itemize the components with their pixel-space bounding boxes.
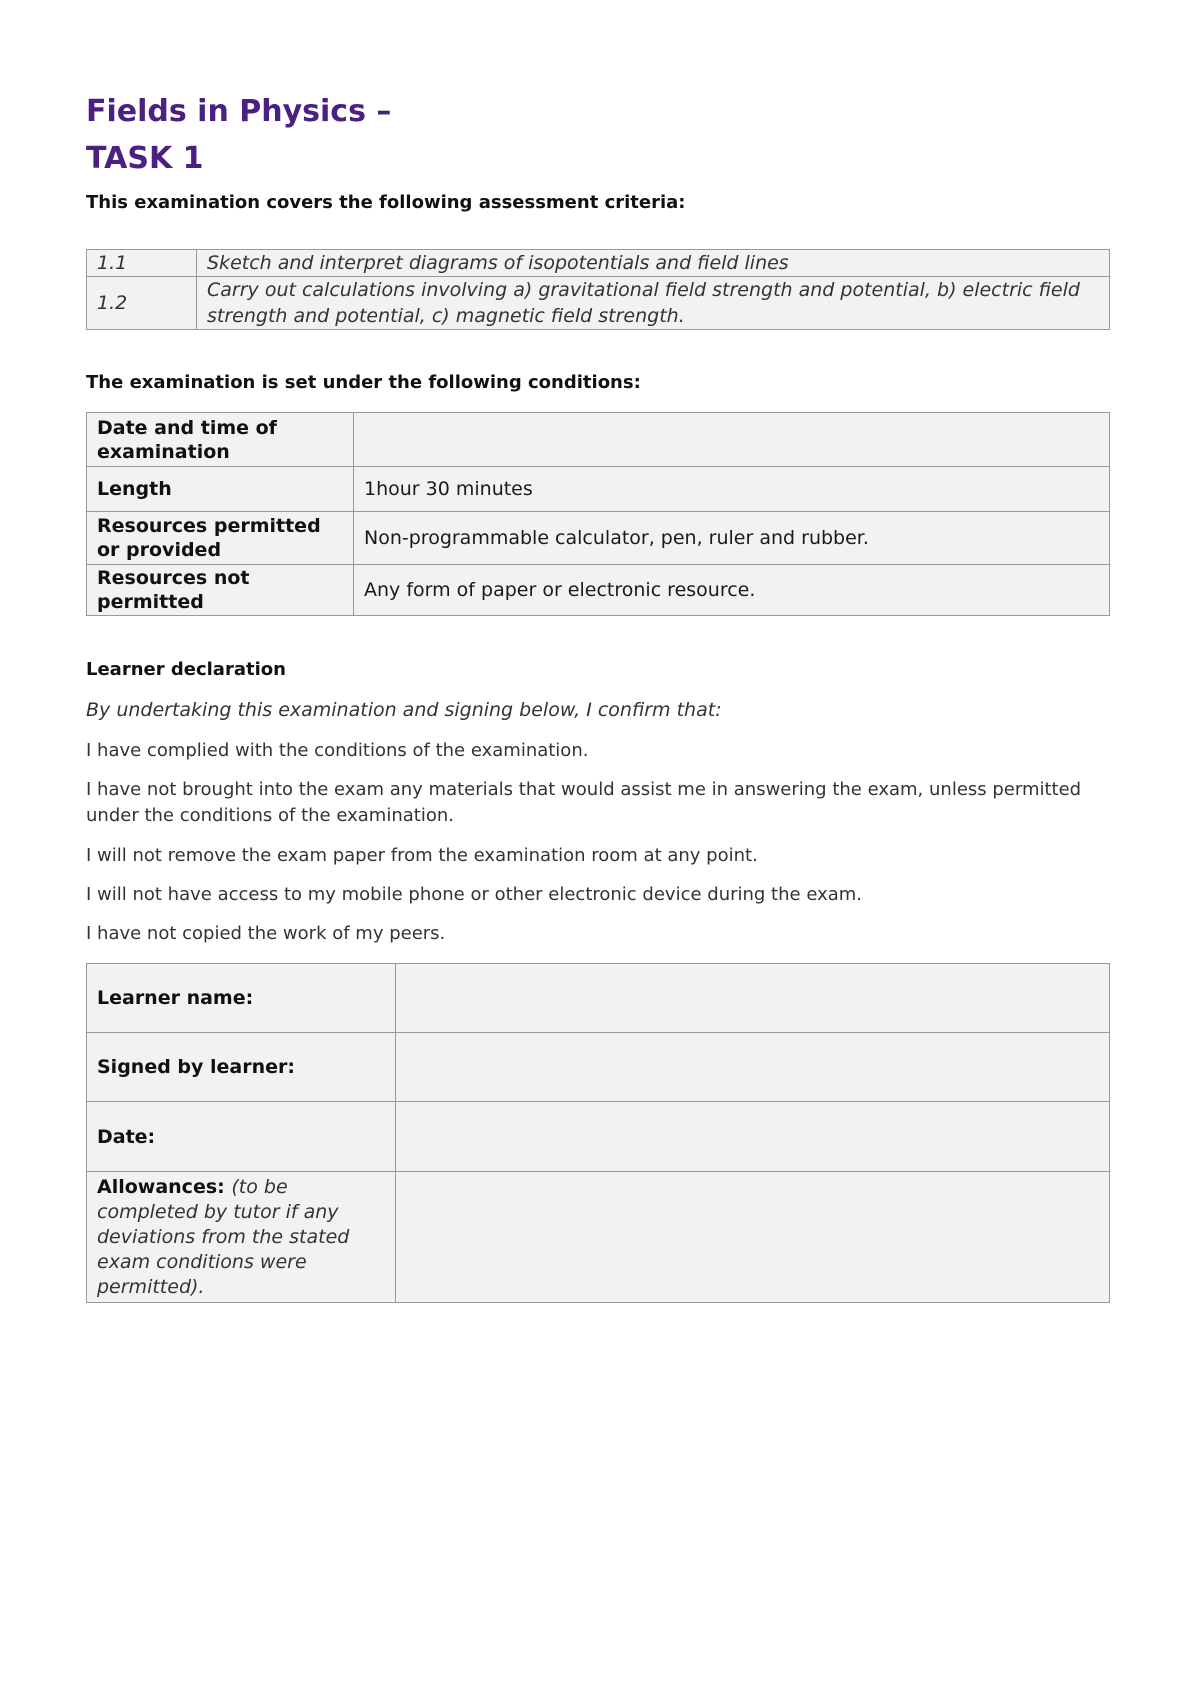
learner-name-label: Learner name:	[87, 964, 396, 1033]
condition-label: Length	[87, 467, 354, 512]
page-title	[86, 88, 391, 182]
criteria-text: Sketch and interpret diagrams of isopotentials and field lines	[197, 250, 1110, 277]
criteria-table	[86, 249, 1110, 330]
allowances-field[interactable]	[396, 1172, 1110, 1303]
criteria-code: 1.1	[87, 250, 197, 277]
condition-value: 1hour 30 minutes	[354, 467, 1110, 512]
signature-row	[87, 1172, 1110, 1303]
signature-row	[87, 964, 1110, 1033]
condition-label: Resources not permitted	[87, 565, 354, 616]
declaration-intro: By undertaking this examination and signing below, I confirm that:	[86, 699, 722, 721]
criteria-row	[87, 277, 1110, 330]
condition-label: Date and time of examination	[87, 413, 354, 467]
criteria-row	[87, 250, 1110, 277]
conditions-heading: The examination is set under the following conditions:	[86, 372, 641, 393]
conditions-row	[87, 512, 1110, 565]
criteria-heading: This examination covers the following assessment criteria:	[86, 192, 686, 213]
criteria-text: Carry out calculations involving a) gravitational field strength and potential, b) electric field strength and potential, c) magnetic field strength.	[197, 277, 1110, 330]
allowances-note: (to be completed by tutor if any deviations from the stated exam conditions were permitted).	[97, 1175, 350, 1298]
declaration-item: I will not have access to my mobile phone or other electronic device during the exam.	[86, 884, 863, 905]
allowances-cell	[87, 1172, 396, 1303]
declaration-item: I have not copied the work of my peers.	[86, 923, 446, 944]
signature-table	[86, 963, 1110, 1303]
learner-name-field[interactable]	[396, 964, 1110, 1033]
date-label: Date:	[87, 1102, 396, 1172]
signature-row	[87, 1102, 1110, 1172]
conditions-row	[87, 413, 1110, 467]
conditions-row	[87, 467, 1110, 512]
condition-value	[354, 413, 1110, 467]
signature-field[interactable]	[396, 1033, 1110, 1102]
declaration-heading: Learner declaration	[86, 659, 286, 680]
declaration-item: I will not remove the exam paper from the examination room at any point.	[86, 845, 758, 866]
condition-label: Resources permitted or provided	[87, 512, 354, 565]
conditions-row	[87, 565, 1110, 616]
allowances-label: Allowances:	[97, 1175, 225, 1198]
signed-by-label: Signed by learner:	[87, 1033, 396, 1102]
declaration-item: I have complied with the conditions of the examination.	[86, 740, 589, 761]
signature-row	[87, 1033, 1110, 1102]
declaration-item: I have not brought into the exam any materials that would assist me in answering the exam, unless permitted under the conditions of the examination.	[86, 779, 1082, 826]
condition-value: Any form of paper or electronic resource.	[354, 565, 1110, 616]
title-line-2: TASK 1	[86, 141, 204, 176]
date-field[interactable]	[396, 1102, 1110, 1172]
condition-value: Non-programmable calculator, pen, ruler and rubber.	[354, 512, 1110, 565]
title-line-1: Fields in Physics –	[86, 94, 392, 129]
criteria-code: 1.2	[87, 277, 197, 330]
conditions-table	[86, 412, 1110, 616]
